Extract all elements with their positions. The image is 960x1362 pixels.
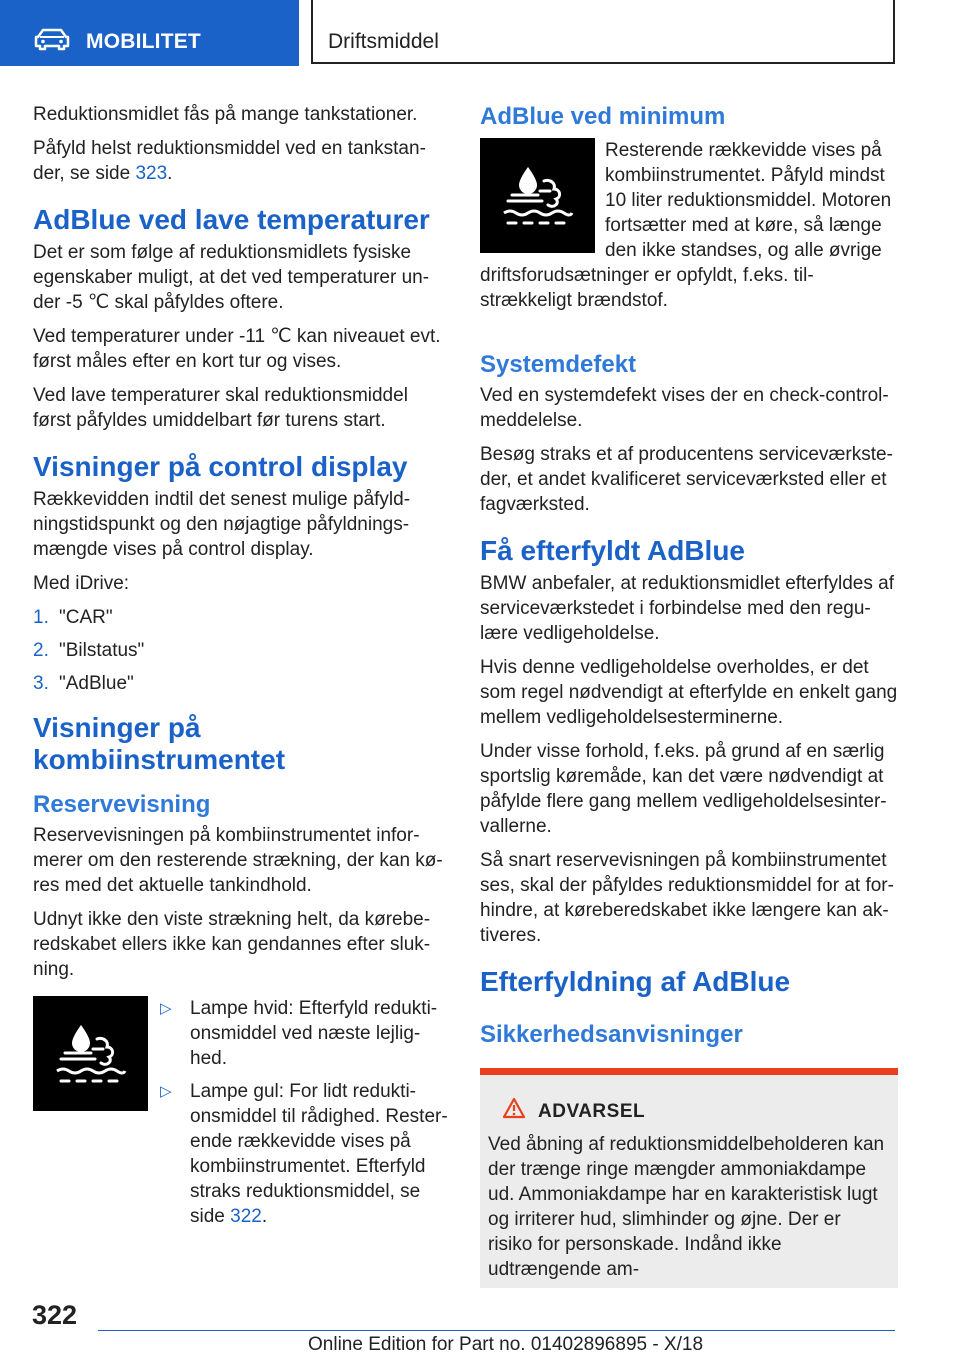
footer-divider: [98, 1330, 895, 1331]
bullet-text: [190, 1079, 448, 1229]
warning-text: Ved åbning af reduktionsmiddelbeholderen kan der trænge ringe mængder ammoniakdampe ud. Ammoniakdampe har en karakteristisk lugt og irriterer hud, slimhinder og øjne. Der er risiko for personskade. Indånd ikke udtrængende am-: [488, 1134, 885, 1280]
heading-defect: Systemdefekt: [480, 351, 637, 378]
min-block: [480, 138, 898, 322]
footer-edition: Online Edition for Part no. 01402896895 - X/18: [308, 1334, 704, 1355]
paragraph: Reduktionsmidlet fås på mange tankstationer.: [33, 104, 418, 125]
step-number: 1.: [33, 607, 49, 628]
paragraph: BMW anbefaler, at reduktionsmidlet efterfyldes af serviceværkstedet i forbindelse med den regulære vedligeholdelse.: [480, 573, 894, 644]
paragraph-text: Påfyld helst reduktionsmiddel ved en tankstander, se side: [33, 138, 426, 184]
step-number: 3.: [33, 673, 49, 694]
list-item: [33, 605, 448, 630]
warning-triangle-icon: [502, 1097, 526, 1126]
paragraph: Resterende rækkevidde vises på kombiinstrumentet. Påfyld mindst 10 liter reduktionsmiddel. Motoren fortsætter med at køre, så længe den ikke standses, og alle øvrige driftsforudsætninger er opfyldt, f.eks. tilstrækkeligt brændstof.: [480, 140, 892, 311]
paragraph: Reservevisningen på kombiinstrumentet informerer om den resterende strækning, der kan køres med det aktuelle tankindhold.: [33, 825, 443, 896]
step-text: "Bilstatus": [59, 640, 145, 661]
heading-safety: Sikkerhedsanvisninger: [480, 1021, 743, 1048]
idrive-steps: [33, 605, 448, 696]
page-link-323[interactable]: 323: [135, 163, 168, 184]
car-icon: [34, 27, 70, 56]
list-item: [158, 1079, 448, 1229]
lamp-list: [158, 996, 448, 1237]
heading-refill: Få efterfyldt AdBlue: [480, 535, 745, 566]
step-text: "CAR": [59, 607, 113, 628]
lamp-block: [33, 996, 448, 1237]
paragraph: Besøg straks et af producentens serviceværksteder, et andet kvalificeret serviceværksted eller et fagværksted.: [480, 444, 893, 515]
warning-box: [480, 1068, 898, 1288]
warning-title: [502, 1097, 890, 1126]
paragraph: Rækkevidden indtil det senest mulige påfyldningstidspunkt og den nøjagtige påfyldningsmængde vises på control display.: [33, 489, 411, 560]
paragraph: Hvis denne vedligeholdelse overholdes, er det som regel nødvendigt at efterfylde en enkelt gang mellem vedligeholdelsesterminerne.: [480, 657, 898, 728]
bullet-text-part: Lampe gul: For lidt reduktionsmiddel til rådighed. Resterende rækkevidde vises på kombiinstrumentet. Efterfyld straks reduktionsmiddel, se side: [190, 1081, 448, 1227]
chapter-title: Driftsmiddel: [328, 30, 439, 53]
right-column: [480, 102, 898, 1288]
bullet-text-part: .: [261, 1206, 268, 1227]
step-text: "AdBlue": [59, 673, 134, 694]
heading-control-display: Visninger på control display: [33, 451, 408, 482]
paragraph: Det er som følge af reduktionsmidlets fysiske egenskaber muligt, at det ved temperaturer under -5 ℃ skal påfyldes oftere.: [33, 242, 430, 313]
triangle-bullet-icon: ▷: [160, 1083, 172, 1100]
page-number: 322: [32, 1300, 78, 1330]
heading-kombi: Visninger på kombiinstrumentet: [33, 712, 286, 775]
section-title: MOBILITET: [86, 30, 201, 53]
paragraph: [33, 136, 448, 186]
paragraph: Ved en systemdefekt vises der en check-control-meddelelse.: [480, 385, 889, 431]
adblue-warning-icon: [480, 138, 595, 253]
paragraph: Så snart reservevisningen på kombiinstrumentet ses, skal der påfyldes reduktionsmiddel for at forhindre, at køreberedskabet ikke længere kan aktiveres.: [480, 850, 894, 946]
warning-label: ADVARSEL: [538, 1101, 646, 1122]
chapter-tab[interactable]: [311, 0, 895, 64]
paragraph: Med iDrive:: [33, 573, 130, 594]
adblue-warning-icon: [33, 996, 148, 1111]
heading-reserve: Reservevisning: [33, 791, 211, 818]
paragraph: Under visse forhold, f.eks. på grund af en særlig sportslig køremåde, kan det være nødvendigt at påfylde flere gang mellem vedligeholdelsesintervallerne.: [480, 741, 887, 837]
page-link-322[interactable]: 322: [230, 1206, 262, 1227]
step-number: 2.: [33, 640, 49, 661]
heading-fill: Efterfyldning af AdBlue: [480, 966, 791, 997]
paragraph-text: .: [167, 163, 173, 184]
section-tab[interactable]: [0, 0, 299, 66]
paragraph: Ved lave temperaturer skal reduktionsmiddel først påfyldes umiddelbart før turens start.: [33, 385, 408, 431]
left-column: [33, 102, 448, 1237]
page-header: [0, 0, 960, 66]
list-item: [33, 671, 448, 696]
heading-low-temp: AdBlue ved lave temperaturer: [33, 204, 430, 235]
bullet-text: Lampe hvid: Efterfyld reduktionsmiddel ved næste lejlighed.: [190, 998, 438, 1069]
heading-min: AdBlue ved minimum: [480, 103, 726, 130]
list-item: [33, 638, 448, 663]
paragraph: Udnyt ikke den viste strækning helt, da køreberedskabet ellers ikke kan gendannes efter slukning.: [33, 909, 431, 980]
paragraph: Ved temperaturer under -11 ℃ kan niveauet evt. først måles efter en kort tur og vises.: [33, 326, 441, 372]
triangle-bullet-icon: ▷: [160, 1000, 172, 1017]
list-item: [158, 996, 448, 1071]
